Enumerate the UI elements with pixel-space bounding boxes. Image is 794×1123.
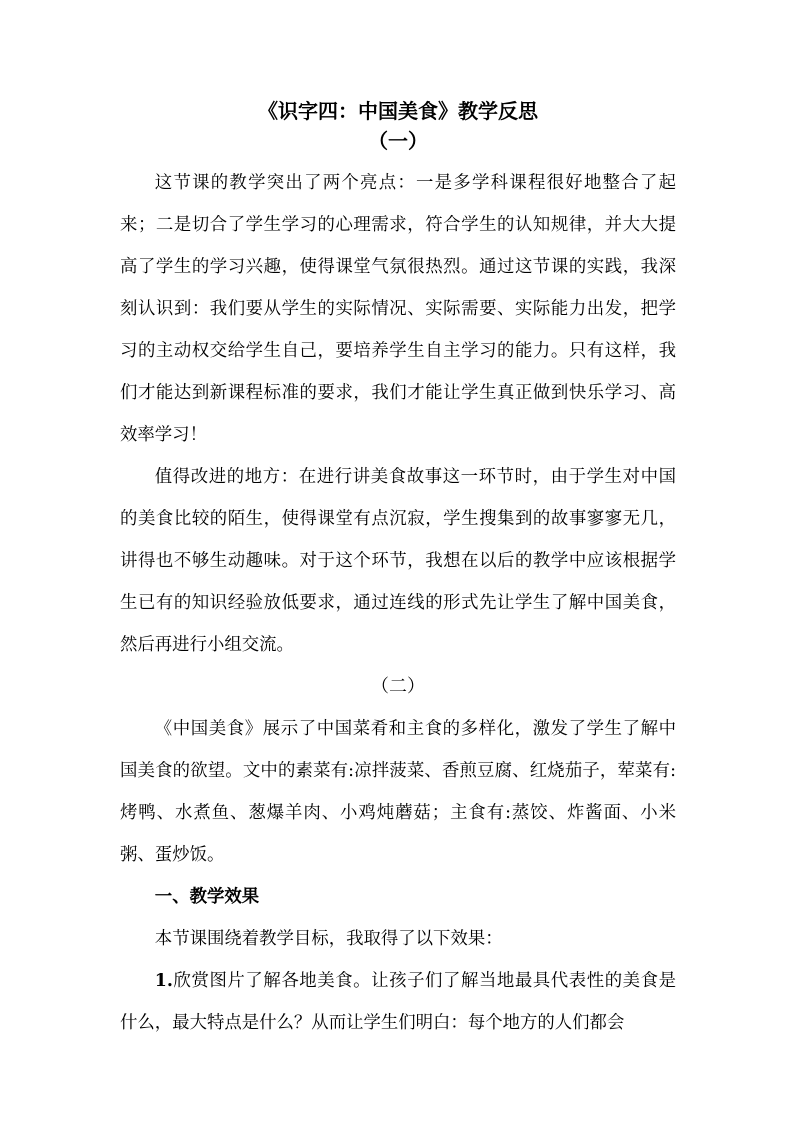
heading-teaching-effect: 一、教学效果 (154, 887, 260, 907)
list-item-1-number: 1. (154, 971, 173, 991)
document-page (120, 96, 676, 1044)
section-2-label: （二） (371, 676, 425, 697)
section-1-label: （一） (368, 129, 428, 153)
intro-paragraph: 本节课围绕着教学目标，我取得了以下效果： (154, 929, 503, 949)
section-1-paragraph-1: 这节课的教学突出了两个亮点：一是多学科课程很好地整合了起来；二是切合了学生学习的心理需求，符合学生的认知规律，并大大提高了学生的学习兴趣，使得课堂气氛很热烈。通过这节课的实践，我深刻认识到：我们要从学生的实际情况、实际需要、实际能力出发，把学习的主动权交给学生自己，要培养学生自主学习的能力。只有这样，我们才能达到新课程标准的要求，我们才能让学生真正做到快乐学习、高效率学习！ (120, 173, 676, 445)
section-1-paragraph-2: 值得改进的地方：在进行讲美食故事这一环节时，由于学生对中国的美食比较的陌生，使得课堂有点沉寂，学生搜集到的故事寥寥无几，讲得也不够生动趣味。对于这个环节，我想在以后的教学中应该根据学生已有的知识经验放低要求，通过连线的形式先让学生了解中国美食，然后再进行小组交流。 (120, 467, 676, 655)
list-item-1 (120, 960, 676, 1044)
document-title: 《识字四：中国美食》教学反思 (258, 99, 538, 123)
section-2-paragraph: 《中国美食》展示了中国菜肴和主食的多样化，激发了学生了解中国美食的欲望。文中的素菜有:凉拌菠菜、香煎豆腐、红烧茄子，荤菜有:烤鸭、水煮鱼、葱爆羊肉、小鸡炖蘑菇；主食有:蒸饺、炸酱面、小米粥、蛋炒饭。 (120, 719, 676, 865)
list-item-1-text: 欣赏图片了解各地美食。让孩子们了解当地最具代表性的美食是什么，最大特点是什么？从而让学生们明白：每个地方的人们都会 (120, 971, 676, 1033)
